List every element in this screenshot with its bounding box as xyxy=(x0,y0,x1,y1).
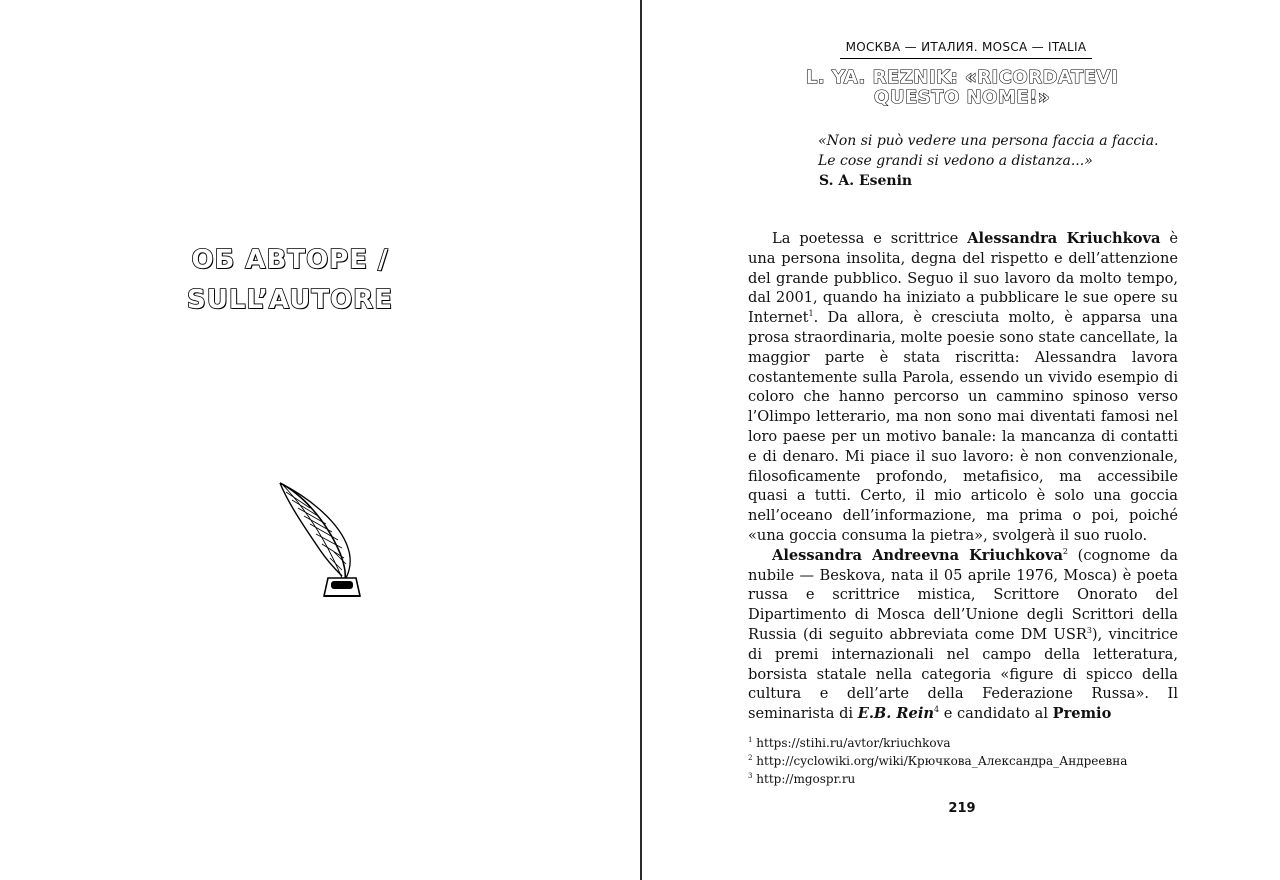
section-title-line1: ОБ АВТОРЕ / xyxy=(191,245,389,275)
p2-text-2: ), vincitrice di premi internazionali nel campo della letteratura, borsista statale nella categoria «figure di spicco della cultura e dell’arte della Federazione Russa». Il seminarista di xyxy=(748,625,1178,723)
epigraph xyxy=(818,131,1158,191)
footnote-num-1: 1 xyxy=(748,736,753,744)
p1-text-1: La poetessa e scrittrice xyxy=(772,230,968,247)
page-number: 219 xyxy=(948,801,976,816)
p1-text-3: . Da allora, è cresciuta molto, è apparsa una prosa straordinaria, molte poesie sono state cancellate, la maggior parte è stata riscritta: Alessandra lavora costantemente sulla Parola, essendo un vivido esempio di coloro che hanno percorso un cammino spinoso verso l’Olimpo letterario, ma non sono mai diventati famosi nel loro paese per un motivo banale: la mancanza di contatti e di denaro. Mi piace il suo lavoro: è non convenzionale, filosoficamente profondo, metafisico, ma accessibile quasi a tutti. Certo, il mio articolo è solo una goccia nell’oceano dell’informazione, ma prima o poi, poiché «una goccia consuma la pietra», svolgerà il suo ruolo. xyxy=(748,309,1178,544)
footnote-ref-1: 1 xyxy=(808,309,814,319)
footnote-ref-3: 3 xyxy=(1086,626,1092,636)
article-title-line1: L. YA. REZNIK: «RICORDATEVI xyxy=(805,67,1119,88)
quill-inkwell-icon xyxy=(270,478,370,603)
epigraph-line2: Le cose grandi si vedono a distanza...» xyxy=(818,153,1093,169)
p2-text-1: (cognome da nubile — Beskova, nata il 05 aprile 1976, Mosca) è poeta russa e scrittrice mistica, Scrittore Onorato del Dipartimento di Mosca dell’Unione degli Scrittori della Russia (di seguito abbreviata come DM USR xyxy=(748,546,1178,643)
footnote-link-2[interactable]: http://cyclowiki.org/wiki/Крючкова_Александра_Андреевна xyxy=(752,754,1128,768)
p1-bold-name: Alessandra Kriuchkova xyxy=(967,230,1161,247)
footnote-num-2: 2 xyxy=(748,754,753,762)
footnote-num-3: 3 xyxy=(748,772,753,780)
paragraph-2 xyxy=(748,546,1178,724)
footnote-1 xyxy=(748,734,1178,752)
p2-text-3: e candidato al xyxy=(939,705,1053,723)
right-page xyxy=(642,0,1280,880)
article-title xyxy=(802,68,1122,108)
section-title-line2: SULL’AUTORE xyxy=(187,285,393,315)
p2-bold-italic-name: E.B. Rein xyxy=(857,705,934,723)
footnote-ref-2: 2 xyxy=(1062,546,1069,556)
running-head: МОСКВА — ИТАЛИЯ. MOSCA — ITALIA xyxy=(840,40,1092,59)
section-title xyxy=(130,240,450,320)
p2-bold-premio: Premio xyxy=(1052,705,1112,723)
footnote-link-1[interactable]: https://stihi.ru/avtor/kriuchkova xyxy=(752,736,951,750)
footnote-2 xyxy=(748,752,1178,770)
article-body xyxy=(748,229,1178,724)
footnote-link-3[interactable]: http://mgospr.ru xyxy=(752,772,856,786)
p2-bold-name: Alessandra Andreevna Kriuchkova xyxy=(772,546,1063,564)
epigraph-author: S. A. Esenin xyxy=(819,173,913,189)
footnotes xyxy=(748,734,1178,788)
footnote-ref-4: 4 xyxy=(934,705,940,715)
paragraph-1 xyxy=(748,229,1178,546)
epigraph-line1: «Non si può vedere una persona faccia a faccia. xyxy=(818,133,1159,149)
article-title-line2: QUESTO NOME!» xyxy=(874,87,1050,108)
p1-text-2: è una persona insolita, degna del rispetto e dell’attenzione del grande pubblico. Seguo il suo lavoro da molto tempo, dal 2001, quando ha iniziato a pubblicare le sue opere su Internet xyxy=(748,230,1178,327)
footnote-3 xyxy=(748,770,1178,788)
